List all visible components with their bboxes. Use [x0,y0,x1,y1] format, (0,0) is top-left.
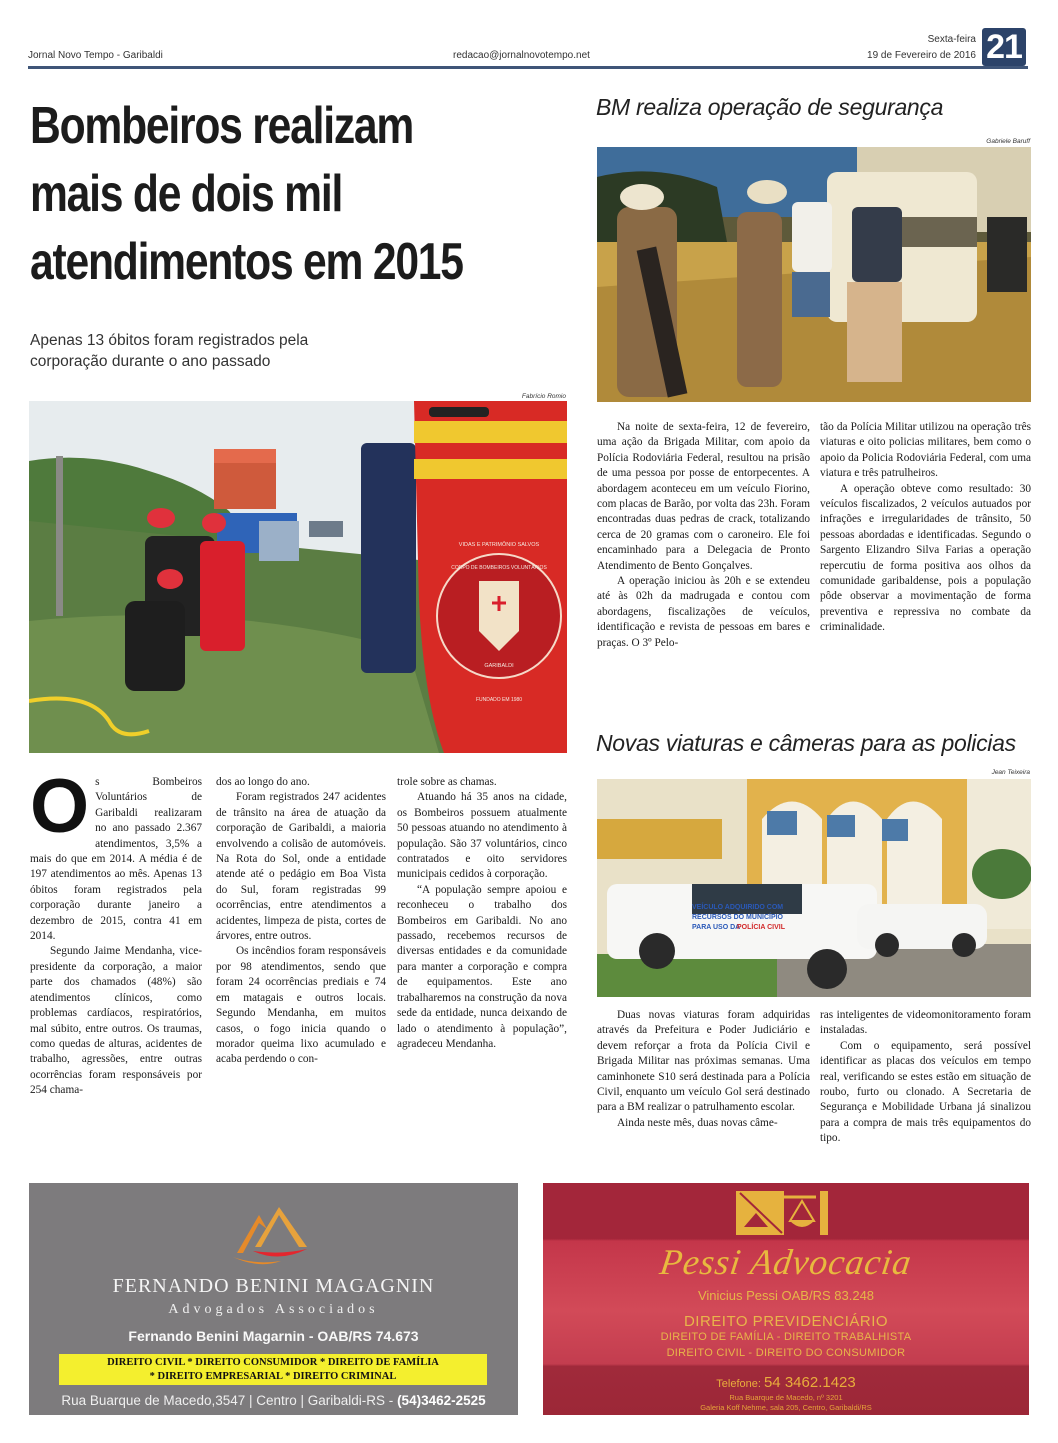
bm-article-column-2 [820,420,1031,636]
phone-line [543,1374,1029,1391]
main-headline [30,92,481,296]
address-line-2: Galeria Koff Nehme, sala 205, Centro, Garibaldi/RS [700,1403,872,1412]
paragraph: Na noite de sexta-feira, 12 de fevereiro, uma ação da Brigada Militar, com apoio da Polícia Rodoviária Federal, resultou na prisão de uma pessoa por posse de entorpecentes. A abordagem aconteceu em um veículo Fiorino, com placas de Barão, por volta das 23h. Foram encontradas duas pedras de crack, totalizando cerca de 20 gramas com o caroneiro. Ele foi encaminhado para a Delegacia de Pronto Atendimento de Bento Gonçalves. [597,421,810,572]
paragraph: Os incêndios foram responsáveis por 98 atendimentos, sendo que foram 24 ocorrências prediais e 74 em matagais e outros locais. Segundo Mendanha, em muitos casos, o fogo inicia quando o morador queima lixo acumulado e acaba perdendo o con- [216,945,386,1066]
police-operation-photo [597,147,1031,402]
address-line-1: Rua Buarque de Macedo, nº 3201 [729,1393,843,1402]
firm-name: Pessi Advocacia [657,1242,915,1282]
practice-areas-line: DIREITO CIVIL - DIREITO DO CONSUMIDOR [666,1347,906,1359]
paragraph: s Bombeiros Voluntários de Garibaldi realizaram no ano passado 2.367 atendimentos, 3,5% a mais do que em 2014. A média é de 197 atendimentos ao mês. Apenas 13 óbitos foram registrados pela corporação durante janeiro a dezembro de 2015, contra 41 em 2014. [30,776,202,943]
photo-credit: Fabrício Romio [521,393,566,400]
paragraph: Segundo Jaime Mendanha, vice-presidente da corporação, a maior parte dos chamados (48%) são atendimentos clínicos, como problemas cardíacos, respiratórios, mal súbito, entre outros. Os traumas, como quedas de alturas, acidentes de trabalho, agressões, entre outras ocorrências foram responsáveis por 254 chama- [30,945,202,1097]
truck-text-line: RECURSOS DO MUNICÍPIO [692,914,784,921]
publication-name: Jornal Novo Tempo - Garibaldi [28,50,163,61]
main-article-column-1 [30,764,202,1099]
oab-number: Vinicius Pessi OAB/RS 83.248 [697,1288,875,1303]
scales-of-justice-icon [736,1189,832,1237]
main-article-column-2 [216,775,386,1068]
mountains-logo-icon [229,1203,313,1269]
paragraph: dos ao longo do ano. [216,776,310,788]
viaturas-article-column-2 [820,1008,1031,1147]
paragraph: Foram registrados 247 acidentes de trânsito na área de atuação da corporação de Garibaldi, a maioria envolvendo a colisão de automóveis. Na Rota do Sol, onde a entidade atende até o pedágio em Boa Vista do Sul, foram registradas 99 ocorrências, entre atendimentos a acidentes, limpeza de pista, cortes de árvores, entre outros. [216,791,386,943]
email-link[interactable]: redacao@jornalnovotempo.net [453,50,590,61]
practice-areas [59,1354,487,1385]
paragraph: Ainda neste mês, duas novas câme- [617,1116,778,1129]
header-rule [28,66,1028,69]
emblem-founded: FUNDADO EM 1980 [475,697,523,703]
headline-line: atendimentos em 2015 [30,233,463,291]
main-subhead: Apenas 13 óbitos foram registrados pela corporação durante o ano passado [30,332,309,370]
oab-number: Fernando Benini Magarnin - OAB/RS 74.673 [128,1328,419,1344]
bm-article-title: BM realiza operação de segurança [596,94,944,120]
firefighters-photo [29,401,567,753]
paragraph: Duas novas viaturas foram adquiridas através da Prefeitura e Poder Judiciário e devem reforçar a frota da Polícia Civil e Brigada Militar nas próximas semanas. Uma caminhonete S10 será destinada para a Polícia Civil, enquanto um veículo Gol será destinado para a BM realizar o patrulhamento escolar. [597,1009,810,1114]
issue-date: 19 de Fevereiro de 2016 [867,50,976,61]
truck-text-line: PARA USO DA [692,924,741,931]
police-vehicles-photo [597,779,1031,997]
truck-text-line: VEÍCULO ADQUIRIDO COM [692,904,784,911]
paragraph: “A população sempre apoiou e reconheceu o trabalho dos Bombeiros em Garibaldi. No ano passado, recebemos recursos de diversas entidades e da comunidade para manter a corporação e compra de equipamentos. Este ano trabalharemos na construção da nova sede da entidade, nunca deixando de lado o atendimento à população”, agradeceu Mendanha. [397,883,567,1050]
truck-motto: VIDAS E PATRIMÔNIO SALVOS [458,542,540,548]
emblem-city: GARIBALDI [484,663,514,669]
address: Rua Buarque de Macedo,3547 | Centro | Garibaldi-RS - [61,1393,398,1408]
practice-areas-line: DIREITO CIVIL * DIREITO CONSUMIDOR * DIREITO DE FAMÍLIA [107,1357,439,1368]
phone: 54 3462.1423 [763,1374,856,1391]
dropcap: O [30,764,90,849]
bm-article-column-1 [597,420,810,651]
paragraph: A operação iniciou às 20h e se extendeu até às 02h da madrugada e contou com abordagens, fiscalizações de veículos, identificação e revista de pessoas em bares e praças. O 3º Pelo- [597,575,810,649]
paragraph: Com o equipamento, será possível identificar as placas dos veículos em tempo real, verificando se estes estão em situação de roubo, furto ou clonado. A Secretaria de Segurança e Mobilidade Urbana já sinalizou para a compra de mais três equipamentos do tipo. [820,1039,1031,1145]
viaturas-article-title: Novas viaturas e câmeras para as policias [596,730,1016,756]
practice-area-main: DIREITO PREVIDENCIÁRIO [683,1313,889,1330]
headline-line: mais de dois mil [30,165,343,223]
address-line [29,1393,518,1408]
paragraph: A operação obteve como resultado: 30 veículos fiscalizados, 2 veículos autuados por infrações e irregularidades de trânsito, 50 pessoas abordadas e identificadas. Segundo o Sargento Elizandro Silva Farias a operação repercutiu de forma positiva aos olhos da comunidade garibaldense, pois a população pôde observar a movimentação de forma preventiva e repressiva no combate da criminalidade. [820,482,1031,634]
paragraph: Atuando há 35 anos na cidade, os Bombeiros possuem atualmente 50 pessoas atuando no atendimento à população. São 37 voluntários, cinco contratados e oito servidores municipais cedidos à corporação. [397,791,567,881]
weekday: Sexta-feira [927,34,976,45]
firm-subtitle: Advogados Associados [168,1302,379,1317]
phone: (54)3462-2525 [397,1393,486,1408]
phone-label: Telefone: [716,1378,764,1390]
page-number: 21 [982,28,1026,66]
ad-pessi-advocacia[interactable] [543,1183,1029,1415]
photo-credit: Jean Teixeira [991,769,1030,776]
viaturas-article-column-1 [597,1008,810,1131]
photo-credit: Gabriele Baruff [986,138,1030,145]
paragraph: ras inteligentes de videomonitoramento foram instaladas. [820,1009,1031,1037]
practice-areas-line: * DIREITO EMPRESARIAL * DIREITO CRIMINAL [149,1371,397,1382]
firm-name: FERNANDO BENINI MAGAGNIN [112,1275,435,1297]
page-header [28,28,1028,70]
ad-fernando-benini[interactable] [29,1183,518,1415]
paragraph: trole sobre as chamas. [397,776,497,788]
emblem-ring-text: CORPO DE BOMBEIROS VOLUNTÁRIOS [451,565,547,571]
truck-text-line: POLÍCIA CIVIL [737,924,785,931]
practice-areas-line: DIREITO DE FAMÍLIA - DIREITO TRABALHISTA [660,1331,912,1343]
main-article-column-3 [397,775,567,1052]
headline-line: Bombeiros realizam [30,97,414,155]
paragraph: tão da Polícia Militar utilizou na operação três viaturas e oito policias militares, bem como o apoio da Policia Rodoviária Federal, com uma viatura e três patrulheiros. [820,421,1031,480]
